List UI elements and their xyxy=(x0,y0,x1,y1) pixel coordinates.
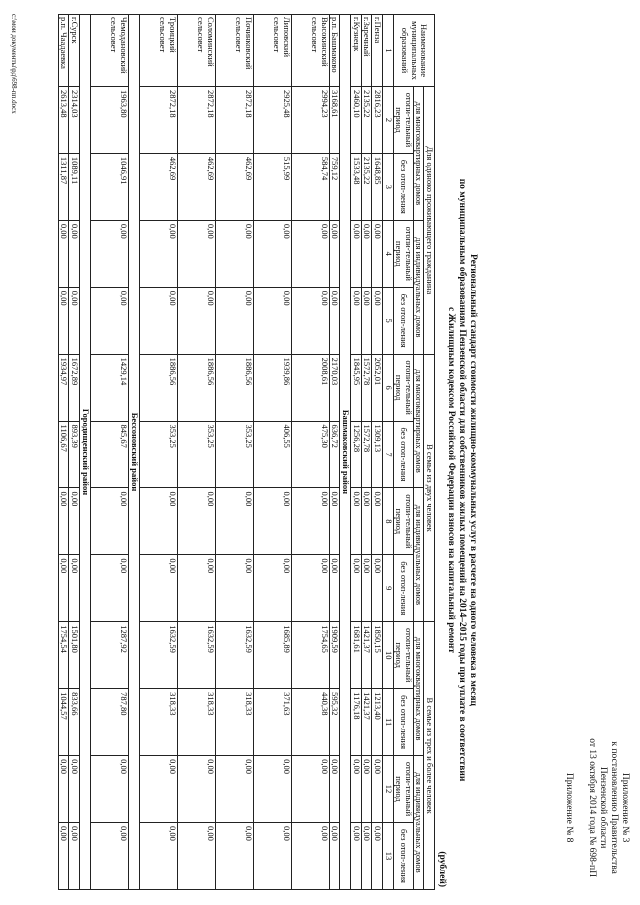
value-cell: 1106,67 xyxy=(59,421,70,488)
column-number: 2 xyxy=(383,87,394,154)
value-cell: 0,00 xyxy=(254,488,292,555)
value-cell: 0,00 xyxy=(330,822,341,889)
appendix-line: Пензенской области xyxy=(598,766,608,849)
value-cell: 0,00 xyxy=(351,756,362,823)
value-cell: 0,00 xyxy=(372,555,383,622)
municipality-name: г.Пенза xyxy=(372,15,383,87)
value-cell: 0,00 xyxy=(330,220,341,287)
value-cell: 0,00 xyxy=(216,822,254,889)
municipality-name: г.Кузнецк xyxy=(351,15,362,87)
value-cell: 1632,59 xyxy=(140,622,178,689)
housing-header: для индивидуальных домов xyxy=(414,756,425,890)
value-cell: 0,00 xyxy=(330,488,341,555)
value-cell: 0,00 xyxy=(351,822,362,889)
value-cell: 0,00 xyxy=(362,822,373,889)
value-cell: 0,00 xyxy=(59,822,70,889)
value-cell: 0,00 xyxy=(69,756,80,823)
no-heating-header: без отоп-ления xyxy=(394,555,414,622)
value-cell: 1934,97 xyxy=(59,354,70,421)
value-cell: 0,00 xyxy=(140,555,178,622)
value-cell: 1681,61 xyxy=(351,622,362,689)
value-cell: 462,69 xyxy=(140,153,178,220)
value-cell: 0,00 xyxy=(351,488,362,555)
value-cell: 0,00 xyxy=(69,555,80,622)
value-cell: 318,33 xyxy=(178,689,216,756)
value-cell: 1939,86 xyxy=(254,354,292,421)
value-cell: 1845,95 xyxy=(351,354,362,421)
value-cell: 0,00 xyxy=(91,555,129,622)
heating-header: отопи-тельный период xyxy=(394,488,414,555)
value-cell: 1046,91 xyxy=(91,153,129,220)
value-cell: 0,00 xyxy=(140,756,178,823)
municipality-name: г.Сурск xyxy=(69,15,80,87)
value-cell: 371,63 xyxy=(254,689,292,756)
heating-header: отопи-тельный период xyxy=(394,87,414,154)
appendix-line: к постановлению Правительства xyxy=(609,741,619,874)
value-cell: 893,39 xyxy=(69,421,80,488)
value-cell: 0,00 xyxy=(140,488,178,555)
section-row xyxy=(80,15,91,890)
value-cell: 2994,23 xyxy=(292,87,330,154)
value-cell: 0,00 xyxy=(178,220,216,287)
heating-header: отопи-тельный период xyxy=(394,220,414,287)
municipality-name: Липовский сельсовет xyxy=(254,15,292,87)
value-cell: 2816,23 xyxy=(372,87,383,154)
heating-header: отопи-тельный период xyxy=(394,622,414,689)
municipality-name: Высокинский сельсовет xyxy=(292,15,330,87)
value-cell: 0,00 xyxy=(292,822,330,889)
value-cell: 0,00 xyxy=(178,287,216,354)
value-cell: 1648,85 xyxy=(372,153,383,220)
municipality-name: р.п. Башмаково xyxy=(330,15,341,87)
value-cell: 584,74 xyxy=(292,153,330,220)
appendix-line: Приложение № 8 xyxy=(564,772,574,843)
value-cell: 0,00 xyxy=(254,287,292,354)
table-row xyxy=(216,15,254,890)
value-cell: 2460,10 xyxy=(351,87,362,154)
value-cell: 0,00 xyxy=(254,555,292,622)
value-cell: 1632,59 xyxy=(178,622,216,689)
value-cell: 0,00 xyxy=(59,555,70,622)
table-row xyxy=(140,15,178,890)
group-header: Для одиноко проживающего гражданина xyxy=(424,87,435,355)
value-cell: 1501,80 xyxy=(69,622,80,689)
table-row xyxy=(178,15,216,890)
housing-header: для многоквартирных домов xyxy=(414,622,425,756)
value-cell: 2925,48 xyxy=(254,87,292,154)
value-cell: 0,00 xyxy=(69,220,80,287)
value-cell: 353,25 xyxy=(178,421,216,488)
value-cell: 1754,65 xyxy=(292,622,330,689)
value-cell: 0,00 xyxy=(362,488,373,555)
name-column-header: Наименование муниципальных образований xyxy=(394,15,435,87)
table-row xyxy=(69,15,80,890)
value-cell: 1886,56 xyxy=(216,354,254,421)
table-row xyxy=(254,15,292,890)
municipality-name: Чемодановский сельсовет xyxy=(91,15,129,87)
value-cell: 2170,03 xyxy=(330,354,341,421)
value-cell: 0,00 xyxy=(362,220,373,287)
no-heating-header: без отоп-ления xyxy=(394,153,414,220)
value-cell: 0,00 xyxy=(216,488,254,555)
group-header: В семье из трех и более человек xyxy=(424,622,435,890)
municipality-name: г.Заречный xyxy=(362,15,373,87)
column-number: 3 xyxy=(383,153,394,220)
value-cell: 1533,48 xyxy=(351,153,362,220)
value-cell: 0,00 xyxy=(292,488,330,555)
heating-header: отопи-тельный период xyxy=(394,756,414,823)
value-cell: 595,32 xyxy=(330,689,341,756)
value-cell: 2052,01 xyxy=(372,354,383,421)
value-cell: 0,00 xyxy=(292,555,330,622)
value-cell: 2613,48 xyxy=(59,87,70,154)
value-cell: 0,00 xyxy=(330,287,341,354)
section-row xyxy=(129,15,140,890)
title-line: по муниципальным образованиям Пензенской области для собственников жилых помещений на 2014–2015 годы при уплате в соответствии xyxy=(457,178,467,782)
housing-header: для индивидуальных домов xyxy=(414,220,425,354)
housing-header: для индивидуальных домов xyxy=(414,488,425,622)
value-cell: 636,72 xyxy=(330,421,341,488)
tariff-table xyxy=(58,14,435,890)
value-cell: 0,00 xyxy=(59,488,70,555)
value-cell: 2008,61 xyxy=(292,354,330,421)
no-heating-header: без отоп-ления xyxy=(394,822,414,889)
value-cell: 1754,54 xyxy=(59,622,70,689)
municipality-name: Троицкий сельсовет xyxy=(140,15,178,87)
value-cell: 833,66 xyxy=(69,689,80,756)
value-cell: 0,00 xyxy=(372,822,383,889)
table-row xyxy=(351,15,362,890)
column-numbers-row xyxy=(383,15,394,890)
value-cell: 0,00 xyxy=(216,555,254,622)
municipality-name: р.п. Чаадаевка xyxy=(59,15,70,87)
value-cell: 0,00 xyxy=(69,287,80,354)
no-heating-header: без отоп-ления xyxy=(394,421,414,488)
value-cell: 0,00 xyxy=(330,756,341,823)
value-cell: 0,00 xyxy=(69,822,80,889)
value-cell: 0,00 xyxy=(254,822,292,889)
appendix-line: от 13 октября 2014 года № 698-пП xyxy=(587,738,597,877)
column-number: 13 xyxy=(383,822,394,889)
value-cell: 475,30 xyxy=(292,421,330,488)
value-cell: 0,00 xyxy=(178,488,216,555)
value-cell: 515,99 xyxy=(254,153,292,220)
value-cell: 2872,18 xyxy=(140,87,178,154)
value-cell: 0,00 xyxy=(351,287,362,354)
column-number: 7 xyxy=(383,421,394,488)
value-cell: 440,38 xyxy=(292,689,330,756)
value-cell: 1044,57 xyxy=(59,689,70,756)
value-cell: 0,00 xyxy=(362,756,373,823)
heating-header: отопи-тельный период xyxy=(394,354,414,421)
value-cell: 0,00 xyxy=(254,220,292,287)
column-number: 4 xyxy=(383,220,394,287)
value-cell: 0,00 xyxy=(216,756,254,823)
column-number: 10 xyxy=(383,622,394,689)
value-cell: 2872,18 xyxy=(178,87,216,154)
table-body xyxy=(59,15,394,890)
section-title: Башмаковский район xyxy=(340,15,351,890)
table-row xyxy=(362,15,373,890)
value-cell: 2135,22 xyxy=(362,87,373,154)
table-row xyxy=(292,15,330,890)
units-label: (рублей) xyxy=(437,851,447,887)
value-cell: 0,00 xyxy=(372,220,383,287)
value-cell: 1213,40 xyxy=(372,689,383,756)
value-cell: 353,25 xyxy=(140,421,178,488)
document-title xyxy=(445,130,478,830)
value-cell: 1886,56 xyxy=(140,354,178,421)
value-cell: 0,00 xyxy=(91,220,129,287)
value-cell: 0,00 xyxy=(292,220,330,287)
column-number: 9 xyxy=(383,555,394,622)
table-row xyxy=(330,15,341,890)
value-cell: 0,00 xyxy=(178,555,216,622)
value-cell: 0,00 xyxy=(216,287,254,354)
column-number: 11 xyxy=(383,689,394,756)
value-cell: 1909,59 xyxy=(330,622,341,689)
value-cell: 1421,37 xyxy=(362,689,373,756)
value-cell: 0,00 xyxy=(216,220,254,287)
table-row xyxy=(372,15,383,890)
value-cell: 1089,11 xyxy=(69,153,80,220)
value-cell: 353,25 xyxy=(216,421,254,488)
value-cell: 0,00 xyxy=(59,220,70,287)
value-cell: 1287,92 xyxy=(91,622,129,689)
value-cell: 1421,37 xyxy=(362,622,373,689)
value-cell: 0,00 xyxy=(372,488,383,555)
value-cell: 0,00 xyxy=(59,287,70,354)
municipality-name: Соломинский сельсовет xyxy=(178,15,216,87)
value-cell: 759,12 xyxy=(330,153,341,220)
table-row xyxy=(59,15,70,890)
value-cell: 406,55 xyxy=(254,421,292,488)
column-number: 6 xyxy=(383,354,394,421)
value-cell: 0,00 xyxy=(69,488,80,555)
value-cell: 1632,59 xyxy=(216,622,254,689)
section-title: Городищенский район xyxy=(80,15,91,890)
value-cell: 1850,15 xyxy=(372,622,383,689)
value-cell: 1311,87 xyxy=(59,153,70,220)
file-path-footer: с:\мои документы\рд\698-пп.docx xyxy=(10,14,18,114)
value-cell: 0,00 xyxy=(292,756,330,823)
value-cell: 0,00 xyxy=(351,555,362,622)
value-cell: 0,00 xyxy=(362,287,373,354)
table-row xyxy=(91,15,129,890)
value-cell: 0,00 xyxy=(91,488,129,555)
column-number: 1 xyxy=(383,15,394,87)
value-cell: 1309,13 xyxy=(372,421,383,488)
value-cell: 0,00 xyxy=(372,756,383,823)
value-cell: 0,00 xyxy=(330,555,341,622)
no-heating-header: без отоп-ления xyxy=(394,287,414,354)
value-cell: 1572,78 xyxy=(362,421,373,488)
title-line: с Жилищным кодексом Российской Федерации взносов на капитальный ремонт xyxy=(446,306,456,654)
value-cell: 0,00 xyxy=(91,287,129,354)
value-cell: 0,00 xyxy=(254,756,292,823)
value-cell: 0,00 xyxy=(140,220,178,287)
group-header: В семье из двух человек xyxy=(424,354,435,622)
value-cell: 845,67 xyxy=(91,421,129,488)
appendix-header xyxy=(563,738,630,877)
value-cell: 787,80 xyxy=(91,689,129,756)
housing-header: для многоквартирных домов xyxy=(414,87,425,221)
value-cell: 0,00 xyxy=(292,287,330,354)
value-cell: 462,69 xyxy=(216,153,254,220)
appendix-line: Приложение № 3 xyxy=(620,772,630,843)
value-cell: 3168,61 xyxy=(330,87,341,154)
municipality-name: Починковский сельсовет xyxy=(216,15,254,87)
value-cell: 1886,56 xyxy=(178,354,216,421)
value-cell: 1176,18 xyxy=(351,689,362,756)
column-number: 8 xyxy=(383,488,394,555)
value-cell: 0,00 xyxy=(59,756,70,823)
no-heating-header: без отоп-ления xyxy=(394,689,414,756)
value-cell: 2314,03 xyxy=(69,87,80,154)
column-number: 5 xyxy=(383,287,394,354)
section-title: Бессоновский район xyxy=(129,15,140,890)
section-row xyxy=(340,15,351,890)
title-line: Региональный стандарт стоимости жилищно-коммунальных услуг в расчете на одного человека в месяц xyxy=(468,254,478,706)
value-cell: 318,33 xyxy=(140,689,178,756)
value-cell: 1256,28 xyxy=(351,421,362,488)
value-cell: 2135,22 xyxy=(362,153,373,220)
value-cell: 1685,89 xyxy=(254,622,292,689)
value-cell: 0,00 xyxy=(351,220,362,287)
value-cell: 1572,78 xyxy=(362,354,373,421)
value-cell: 0,00 xyxy=(362,555,373,622)
value-cell: 462,69 xyxy=(178,153,216,220)
value-cell: 0,00 xyxy=(178,822,216,889)
value-cell: 0,00 xyxy=(91,822,129,889)
value-cell: 0,00 xyxy=(140,822,178,889)
value-cell: 318,33 xyxy=(216,689,254,756)
column-number: 12 xyxy=(383,756,394,823)
value-cell: 0,00 xyxy=(140,287,178,354)
value-cell: 0,00 xyxy=(372,287,383,354)
value-cell: 1963,80 xyxy=(91,87,129,154)
value-cell: 0,00 xyxy=(178,756,216,823)
value-cell: 1672,89 xyxy=(69,354,80,421)
value-cell: 0,00 xyxy=(91,756,129,823)
housing-header: для многоквартирных домов xyxy=(414,354,425,488)
value-cell: 2872,18 xyxy=(216,87,254,154)
value-cell: 1429,14 xyxy=(91,354,129,421)
